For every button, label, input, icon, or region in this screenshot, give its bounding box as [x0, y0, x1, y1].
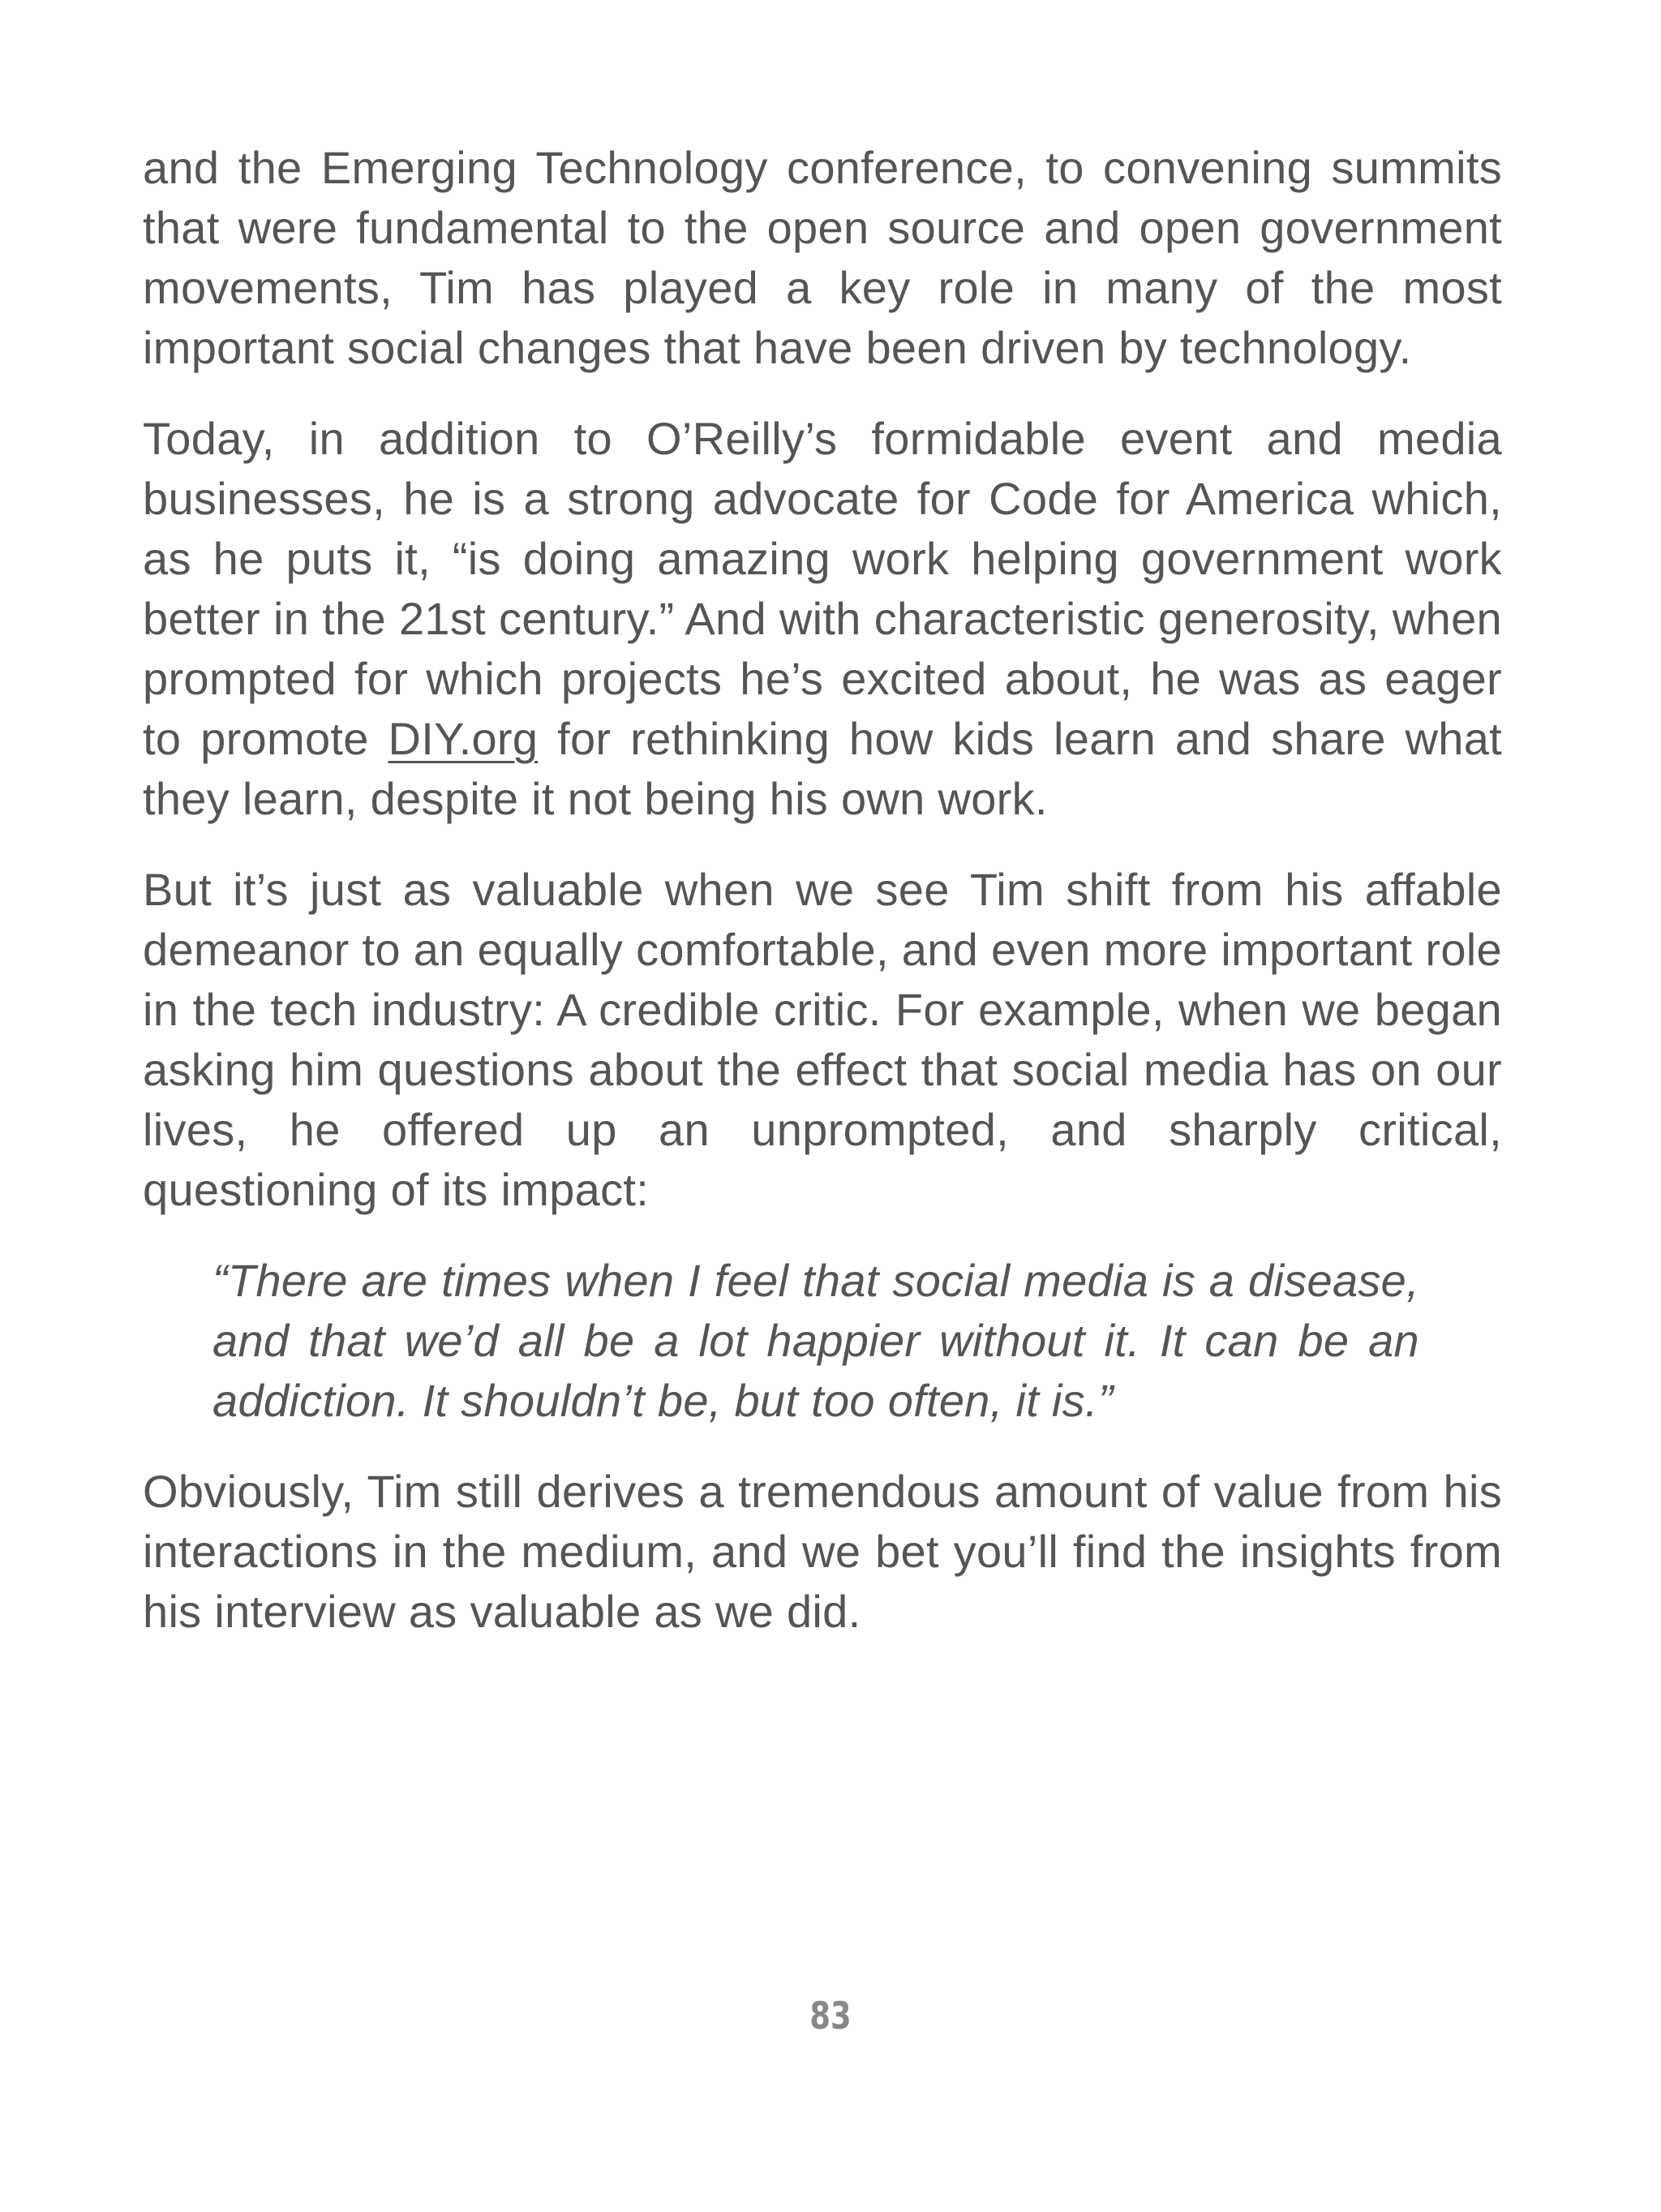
page-number: 83	[809, 1994, 852, 2038]
body-text	[143, 138, 1502, 1673]
diy-org-link[interactable]: DIY.org	[388, 713, 539, 764]
paragraph-2-text-a: Today, in addition to O’Reilly’s formidable event and media businesses, he is a strong advocate for Code for America which, as he puts it, “is doing amazing work helping government work better in the 21st century.” And with characteristic generosity, when prompted for which projects he’s excited about, he was as eager to promote	[143, 413, 1502, 764]
paragraph-2-text-b: for rethinking how kids learn and share what they learn, despite it not being his own work.	[143, 713, 1502, 824]
paragraph-2	[143, 409, 1502, 829]
paragraph-1: and the Emerging Technology conference, to convening summits that were fundamental to the open source and open government movements, Tim has played a key role in many of the most important social changes that have been driven by technology.	[143, 142, 1502, 373]
block-quote: “There are times when I feel that social media is a disease, and that we’d all be a lot happier without it. It can be an addiction. It shouldn’t be, but too often, it is.”	[212, 1255, 1419, 1426]
paragraph-3: But it’s just as valuable when we see Tim shift from his affable demeanor to an equally comfortable, and even more important role in the tech industry: A credible critic. For example, when we began asking him questions about the effect that social media has on our lives, he offered up an unprompted, and sharply critical, questioning of its impact:	[143, 864, 1502, 1215]
paragraph-4: Obviously, Tim still derives a tremendous amount of value from his interactions in the medium, and we bet you’ll find the insights from his interview as valuable as we did.	[143, 1466, 1502, 1637]
